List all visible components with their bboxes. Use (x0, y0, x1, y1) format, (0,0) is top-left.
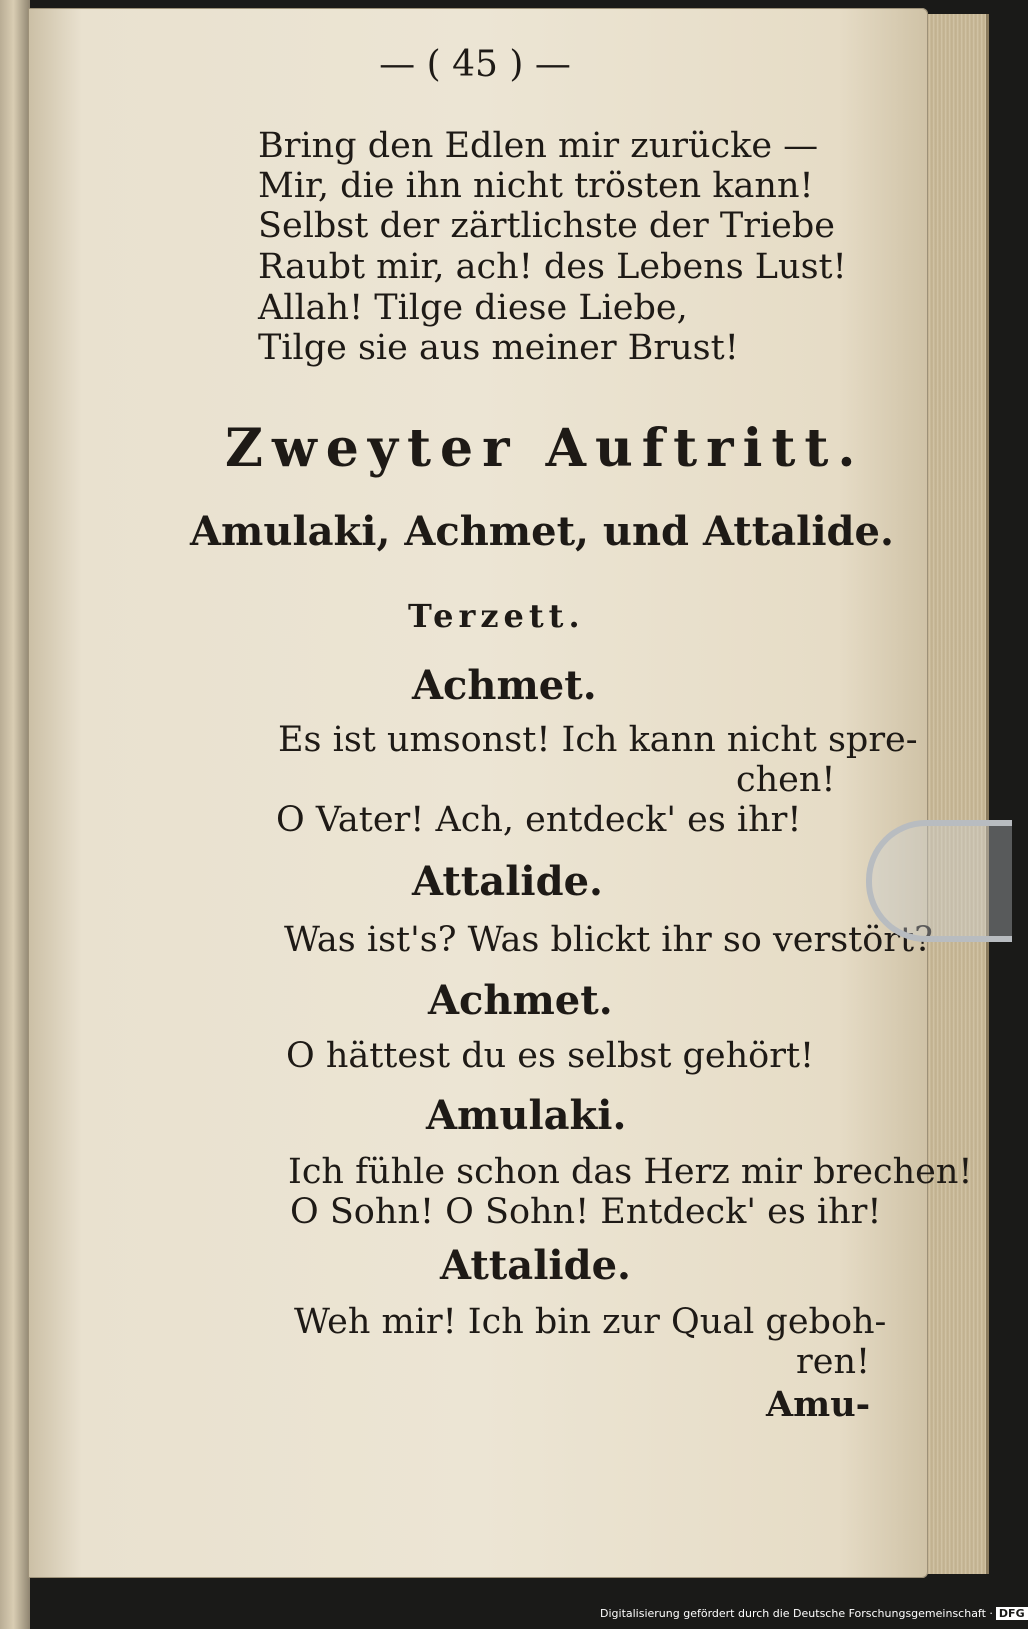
verse-line: Selbst der zärtlichste der Triebe (258, 206, 835, 246)
section-heading: Terzett. (408, 597, 585, 635)
dialogue-line: Es ist umsonst! Ich kann nicht spre- (278, 720, 918, 760)
verse-line: Bring den Edlen mir zurücke — (258, 126, 819, 166)
dialogue-line: O hättest du es selbst gehört! (286, 1036, 815, 1076)
footer-credit (600, 1607, 1028, 1620)
catchword: Amu- (766, 1384, 871, 1425)
dialogue-line: Ich fühle schon das Herz mir brechen! (288, 1152, 973, 1192)
dialogue-line: O Vater! Ach, entdeck' es ihr! (276, 800, 802, 840)
dialogue-line: ren! (796, 1342, 871, 1382)
left-page-edge (0, 0, 30, 1629)
speaker-name: Attalide. (440, 1242, 631, 1289)
verse-line: Raubt mir, ach! des Lebens Lust! (258, 247, 847, 287)
dfg-logo: DFG (996, 1607, 1028, 1620)
page-number-header: — ( 45 ) — (379, 44, 571, 85)
page-stack (926, 14, 989, 1574)
verse-line: Mir, die ihn nicht trösten kann! (258, 166, 814, 206)
dialogue-line: Was ist's? Was blickt ihr so verstört? (284, 920, 933, 960)
dialogue-line: O Sohn! O Sohn! Entdeck' es ihr! (290, 1192, 882, 1232)
speaker-name: Attalide. (412, 858, 603, 905)
speaker-name: Achmet. (412, 662, 597, 709)
speaker-name: Amulaki. (426, 1092, 627, 1139)
speaker-name: Achmet. (428, 977, 613, 1024)
verse-line: Tilge sie aus meiner Brust! (258, 328, 739, 368)
dialogue-line: Weh mir! Ich bin zur Qual geboh- (294, 1302, 887, 1342)
scene-title: Zweyter Auftritt. (225, 418, 865, 479)
dialogue-line: chen! (736, 760, 836, 800)
page-clip (866, 820, 1012, 942)
footer-text: Digitalisierung gefördert durch die Deutsche Forschungsgemeinschaft · (600, 1607, 993, 1620)
character-list: Amulaki, Achmet, und Attalide. (190, 508, 894, 555)
verse-line: Allah! Tilge diese Liebe, (258, 288, 688, 328)
